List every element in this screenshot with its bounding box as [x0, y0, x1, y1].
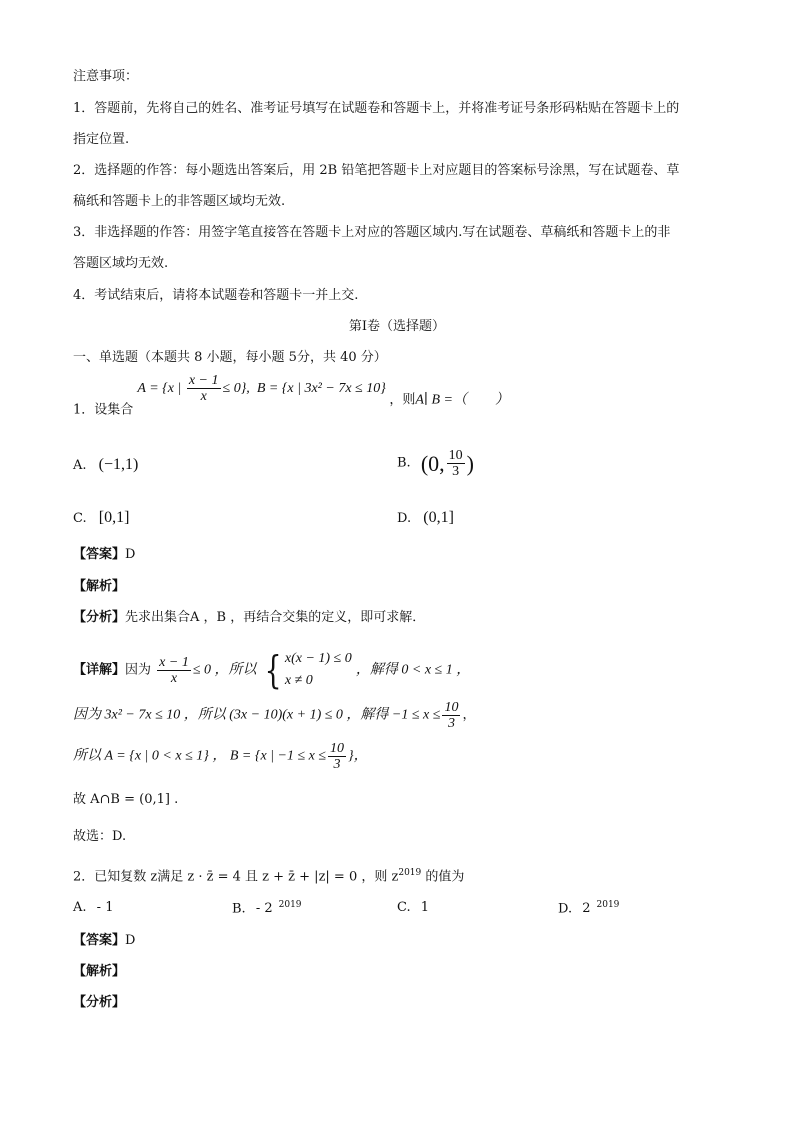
- q1-conclusion: 故选：D.: [73, 829, 127, 844]
- q1-then: ，则: [389, 392, 416, 408]
- q1-fenxi-tag: 【分析】: [73, 610, 126, 625]
- q2-answer: 【答案】D: [73, 933, 136, 948]
- q1-detail-step-1: 【详解】因为 $\frac{x - 1}{x}$ ≤ 0 ，所以 { x(x − 1) ≤ 0 x ≠ 0 ，解得 0 < x ≤ 1 ，: [73, 648, 471, 692]
- q1-answer-value: D: [125, 547, 136, 562]
- q1-detail-tag: 【详解】: [73, 662, 126, 678]
- section-title: 第Ⅰ卷（选择题）: [348, 319, 446, 334]
- notice-item-1: 1．答题前，先将自己的姓名、准考证号填写在试题卷和答题卡上，并将准考证号条形码粘贴在答题卡上的: [73, 101, 680, 116]
- q1-set-a-denominator: x: [200, 389, 207, 404]
- notice-item-2-cont: 稿纸和答题卡上的非答题区域均无效.: [73, 194, 286, 209]
- q1-option-b-pre: (0,: [420, 450, 445, 476]
- q1-detail-step-4: 故 A∩B = (0,1] .: [73, 792, 179, 807]
- notice-item-3-cont: 答题区域均无效.: [73, 256, 169, 271]
- q1-option-b-numerator: 10: [448, 448, 463, 463]
- q1-option-d-label: D.: [397, 511, 412, 526]
- notice-item-3: 3．非选择题的作答：用签字笔直接答在答题卡上对应的答题区域内.写在试题卷、草稿纸和答题卡上的非: [73, 225, 671, 240]
- q1-option-c: [73, 509, 129, 527]
- q1-answer: [73, 546, 135, 564]
- q1-option-b-post: ): [466, 450, 474, 476]
- q1-set-a-rhs: ≤ 0},: [222, 380, 250, 396]
- part-title: 一、单选题（本题共 8 小题，每小题 5分，共 40 分）: [73, 350, 387, 365]
- q1-option-b-denominator: 3: [452, 464, 460, 479]
- q2-analysis-tag: 【解析】: [73, 964, 126, 979]
- q1-option-c-value: [0,1]: [98, 509, 130, 526]
- q1-set-a-lhs: A = {x |: [137, 380, 185, 396]
- q1-detail-step-3: 所以 A = {x | 0 < x ≤ 1} ， B = {x | −1 ≤ x ≤ $\frac{10}{3}$ }，: [73, 741, 368, 772]
- q1-option-b-label: B.: [397, 455, 411, 471]
- q1-answer-tag: 【答案】: [73, 547, 126, 562]
- question-1-stem: [73, 373, 509, 420]
- notice-title: 注意事项：: [73, 69, 139, 84]
- notice-item-2: 2．选择题的作答：每小题选出答案后，用 2B 铅笔把答题卡上对应题目的答案标号涂黑，写在试题卷、草: [73, 163, 680, 178]
- q1-ask: A∣ B =（ ）: [415, 392, 509, 408]
- q1-option-a-label: A.: [73, 458, 87, 473]
- q1-fenxi-text: 先求出集合A ，B ，再结合交集的定义，即可求解．: [125, 610, 426, 625]
- q1-option-a-value: (−1,1): [98, 456, 139, 473]
- q1-option-d: [397, 509, 454, 527]
- notice-item-4: 4．考试结束后，请将本试题卷和答题卡一并上交.: [73, 288, 359, 303]
- q2-option-b: B. - 2 $^{2019}$: [232, 900, 302, 917]
- q1-prefix: 1．设集合: [73, 402, 134, 418]
- q1-option-d-value: (0,1]: [423, 509, 454, 526]
- q2-option-d: D. 2 $^{2019}$: [558, 900, 620, 917]
- q1-fenxi: [73, 609, 425, 627]
- notice-item-1-cont: 指定位置.: [73, 132, 130, 147]
- q2-option-a: A. - 1: [73, 900, 114, 915]
- question-2-stem: 2．已知复数 z满足 z · z̄ = 4 且 z + z̄ + |z| = 0 ，则 $z^{2019}$ 的值为: [73, 868, 465, 885]
- q1-analysis-tag: 【解析】: [73, 579, 126, 594]
- q1-detail-step-2: 因为 3x² − 7x ≤ 10 ，所以 (3x − 10)(x + 1) ≤ 0 ，解得 −1 ≤ x ≤ $\frac{10}{3}$ ，: [73, 700, 476, 731]
- q1-set-a-numerator: x − 1: [188, 373, 219, 388]
- q1-option-b: [397, 448, 474, 479]
- q1-option-c-label: C.: [73, 511, 87, 526]
- q2-option-c: C. 1: [397, 900, 430, 915]
- q1-option-a: [73, 456, 138, 474]
- q1-set-b: B = {x | 3x² − 7x ≤ 10}: [256, 380, 386, 396]
- q2-fenxi-tag: 【分析】: [73, 995, 126, 1010]
